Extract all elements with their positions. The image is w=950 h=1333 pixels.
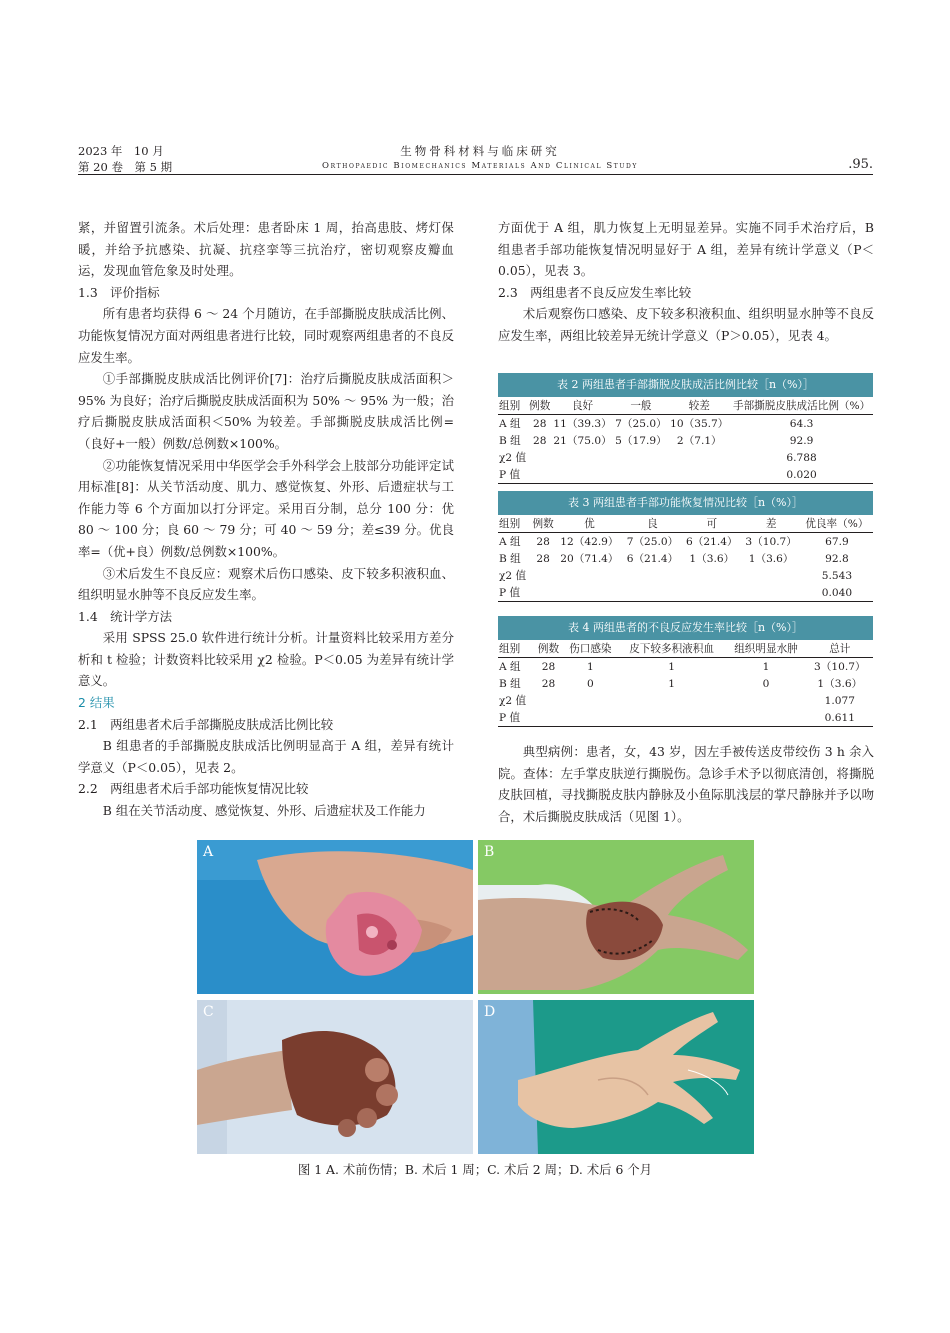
table-header: 总计 bbox=[807, 640, 873, 658]
paragraph: 采用 SPSS 25.0 软件进行统计分析。计量资料比较采用方差分析和 t 检验；计数资料比较采用 χ2 检验。P＜0.05 为差异有统计学意义。 bbox=[78, 630, 454, 689]
figure-photo-a bbox=[197, 840, 473, 994]
table-4 bbox=[498, 616, 873, 727]
figure-label-a: A bbox=[203, 844, 214, 860]
journal-title bbox=[300, 143, 660, 173]
table-cell: 21（75.0） bbox=[553, 435, 612, 447]
table-cell: χ2 值 bbox=[499, 452, 527, 464]
page-number: .95. bbox=[848, 157, 873, 172]
table-cell: 6（21.4） bbox=[686, 536, 738, 548]
table-header: 例数 bbox=[530, 515, 556, 533]
table-row bbox=[498, 567, 873, 584]
table-cell: 12（42.9） bbox=[560, 536, 619, 548]
table-cell: 3（10.7） bbox=[814, 661, 866, 673]
table-header: 一般 bbox=[613, 397, 668, 415]
table-cell: χ2 值 bbox=[499, 570, 527, 582]
paragraph: 典型病例：患者，女，43 岁，因左手被传送皮带绞伤 3 h 余入院。查体：左手掌皮肤逆行撕脱伤。急诊手术予以彻底清创，将撕脱皮肤回植，寻找撕脱皮肤内静脉及小鱼际肌浅层的掌尺静脉并予以吻合，术后撕脱皮肤成活（见图 1）。 bbox=[498, 744, 874, 824]
header-rule bbox=[78, 174, 873, 175]
table-cell: B 组 bbox=[499, 435, 521, 447]
table-cell: 20（71.4） bbox=[560, 553, 619, 565]
table-row bbox=[498, 584, 873, 602]
table-row bbox=[498, 466, 873, 484]
table-cell: B 组 bbox=[499, 678, 521, 690]
right-column-bottom bbox=[498, 741, 874, 827]
table-cell: 1 bbox=[762, 660, 770, 673]
table-header: 良好 bbox=[552, 397, 614, 415]
table-cell: 7（25.0） bbox=[615, 418, 667, 430]
table-cell: 1 bbox=[586, 660, 594, 673]
table-cell: A 组 bbox=[499, 661, 521, 673]
table-header: 组别 bbox=[498, 397, 528, 415]
section-heading-2-3: 2.3 两组患者不良反应发生率比较 bbox=[498, 284, 692, 300]
table-cell: 1 bbox=[668, 677, 675, 690]
photo-a-image bbox=[197, 840, 473, 994]
left-column bbox=[78, 217, 454, 822]
table-cell: 92.9 bbox=[789, 434, 814, 447]
table-cell: P 值 bbox=[498, 709, 534, 727]
table-header: 例数 bbox=[534, 640, 563, 658]
table-cell: 11（39.3） bbox=[553, 418, 612, 430]
table-cell: A 组 bbox=[499, 536, 521, 548]
figure-photo-b bbox=[478, 840, 754, 994]
table-row bbox=[498, 533, 873, 551]
table-row bbox=[498, 709, 873, 727]
table-row bbox=[498, 432, 873, 449]
table-header: 较差 bbox=[668, 397, 730, 415]
table-cell: 1 bbox=[668, 660, 675, 673]
table-row bbox=[498, 675, 873, 692]
table-cell: 7（25.0） bbox=[626, 536, 679, 548]
header-date: 2023 年 10 月 bbox=[78, 144, 164, 158]
table-2 bbox=[498, 373, 873, 484]
table-cell: 10（35.7） bbox=[670, 418, 729, 430]
paragraph: B 组患者的手部撕脱皮肤成活比例明显高于 A 组，差异有统计学意义（P＜0.05），见表 2。 bbox=[78, 738, 454, 775]
table-cell: 1.077 bbox=[824, 694, 855, 707]
figure-photo-d bbox=[478, 1000, 754, 1154]
table-header: 可 bbox=[682, 515, 741, 533]
journal-title-en: Orthopaedic Biomechanics Materials And Clinical Study bbox=[322, 161, 638, 171]
table-header: 手部撕脱皮肤成活比例（%） bbox=[730, 397, 873, 415]
table-header: 差 bbox=[741, 515, 800, 533]
table-cell: 1（3.6） bbox=[689, 553, 735, 565]
photo-d-image bbox=[478, 1000, 754, 1154]
figure-caption: 图 1 A. 术前伤情；B. 术后 1 周；C. 术后 2 周；D. 术后 6 个月 bbox=[297, 1162, 653, 1177]
table-cell: A 组 bbox=[499, 418, 521, 430]
table-row bbox=[498, 550, 873, 567]
table-header: 组别 bbox=[498, 515, 530, 533]
journal-title-cn: 生物骨科材料与临床研究 bbox=[400, 144, 560, 158]
table-cell: P 值 bbox=[498, 466, 528, 484]
paragraph: ①手部撕脱皮肤成活比例评价[7]：治疗后撕脱皮肤成活面积＞95% 为良好；治疗后撕脱皮肤成活面积为 50% ～ 95% 为一般；治疗后撕脱皮肤成活面积＜50% 为较差。手部撕脱皮肤成活比例=（良好+一般）例数/总例数×100%。 bbox=[78, 371, 454, 451]
table-cell: χ2 值 bbox=[499, 695, 527, 707]
table-cell: 1（3.6） bbox=[817, 678, 863, 690]
table-cell: 0 bbox=[586, 677, 594, 690]
table-cell: 2（7.1） bbox=[676, 435, 722, 447]
photo-b-image bbox=[478, 840, 754, 994]
table-cell: P 值 bbox=[498, 584, 530, 602]
table-row bbox=[498, 415, 873, 433]
table-2-title: 表 2 两组患者手部撕脱皮肤成活比例比较［n（%）］ bbox=[498, 373, 873, 397]
header-date-block bbox=[78, 143, 172, 175]
figure-label-d: D bbox=[484, 1004, 496, 1020]
table-cell: 5（17.9） bbox=[615, 435, 667, 447]
paragraph: 所有患者均获得 6 ～ 24 个月随访，在手部撕脱皮肤成活比例、功能恢复情况方面对两组患者进行比较，同时观察两组患者的不良反应发生率。 bbox=[78, 306, 454, 365]
table-cell: 28 bbox=[536, 535, 550, 548]
figure-label-b: B bbox=[484, 844, 495, 860]
table-cell: 28 bbox=[533, 417, 547, 430]
table-cell: 92.8 bbox=[825, 552, 849, 565]
table-header: 组织明显水肿 bbox=[725, 640, 806, 658]
figure-label-c: C bbox=[203, 1004, 214, 1020]
table-cell: 3（10.7） bbox=[745, 536, 797, 548]
paragraph: ③术后发生不良反应：观察术后伤口感染、皮下较多积液积血、组织明显水肿等不良反应发生率。 bbox=[78, 565, 454, 603]
table-cell: 0.611 bbox=[807, 709, 873, 727]
table-cell: 0.020 bbox=[730, 466, 873, 484]
section-heading-2-1: 2.1 两组患者术后手部撕脱皮肤成活比例比较 bbox=[78, 716, 334, 732]
table-cell: 6.788 bbox=[786, 451, 817, 464]
paragraph: 术后观察伤口感染、皮下较多积液积血、组织明显水肿等不良反应发生率，两组比较差异无统计学意义（P＞0.05），见表 4。 bbox=[498, 306, 874, 343]
table-cell: 67.9 bbox=[825, 535, 849, 548]
section-heading-1-4: 1.4 统计学方法 bbox=[78, 608, 173, 624]
paragraph: B 组在关节活动度、感觉恢复、外形、后遗症状及工作能力 bbox=[102, 803, 426, 819]
table-3-title: 表 3 两组患者手部功能恢复情况比较［n（%）］ bbox=[498, 491, 873, 515]
section-heading-2: 2 结果 bbox=[78, 695, 115, 711]
table-cell: 28 bbox=[533, 434, 547, 447]
header-volume: 第 20 卷 第 5 期 bbox=[78, 160, 173, 174]
table-row bbox=[498, 658, 873, 676]
section-heading-1-3: 1.3 评价指标 bbox=[78, 284, 160, 300]
table-header: 组别 bbox=[498, 640, 534, 658]
table-3 bbox=[498, 491, 873, 602]
table-header: 皮下较多积液积血 bbox=[618, 640, 726, 658]
table-header: 伤口感染 bbox=[563, 640, 618, 658]
paragraph: ②功能恢复情况采用中华医学会手外科学会上肢部分功能评定试用标准[8]：从关节活动度、肌力、感觉恢复、外形、后遗症状与工作能力等 6 个方面加以打分评定。采用百分制，总分 100 分：优 80 ～ 100 分；良 60 ～ 79 分；可 40 ～ 59 分；差≤39 分。优良率=（优+良）例数/总例数×100%。 bbox=[78, 457, 454, 559]
table-header: 例数 bbox=[528, 397, 552, 415]
table-header: 优 bbox=[556, 515, 623, 533]
table-cell: 0.040 bbox=[801, 584, 873, 602]
table-header: 良 bbox=[623, 515, 682, 533]
paragraph: 方面优于 A 组，肌力恢复上无明显差异。实施不同手术治疗后，B 组患者手部功能恢复情况明显好于 A 组，差异有统计学意义（P＜0.05），见表 3。 bbox=[498, 220, 874, 279]
photo-c-image bbox=[197, 1000, 473, 1154]
table-row bbox=[498, 692, 873, 709]
table-cell: 28 bbox=[536, 552, 550, 565]
figure-photo-c bbox=[197, 1000, 473, 1154]
table-cell: 28 bbox=[541, 677, 556, 690]
table-cell: 1（3.6） bbox=[748, 553, 794, 565]
table-cell: 28 bbox=[541, 660, 556, 673]
table-cell: 0 bbox=[762, 677, 770, 690]
table-cell: 64.3 bbox=[789, 417, 814, 430]
table-cell: 6（21.4） bbox=[626, 553, 679, 565]
table-cell: B 组 bbox=[499, 553, 521, 565]
right-column-top bbox=[498, 217, 874, 347]
table-4-title: 表 4 两组患者的不良反应发生率比较［n（%）］ bbox=[498, 616, 873, 640]
section-heading-2-2: 2.2 两组患者术后手部功能恢复情况比较 bbox=[78, 781, 309, 797]
paragraph: 紧，并留置引流条。术后处理：患者卧床 1 周，抬高患肢、烤灯保暖，并给予抗感染、抗凝、抗痉挛等三抗治疗，密切观察皮瓣血运，发现血管危象及时处理。 bbox=[78, 220, 454, 279]
table-cell: 5.543 bbox=[821, 569, 853, 582]
table-row bbox=[498, 449, 873, 466]
table-header: 优良率（%） bbox=[801, 515, 873, 533]
